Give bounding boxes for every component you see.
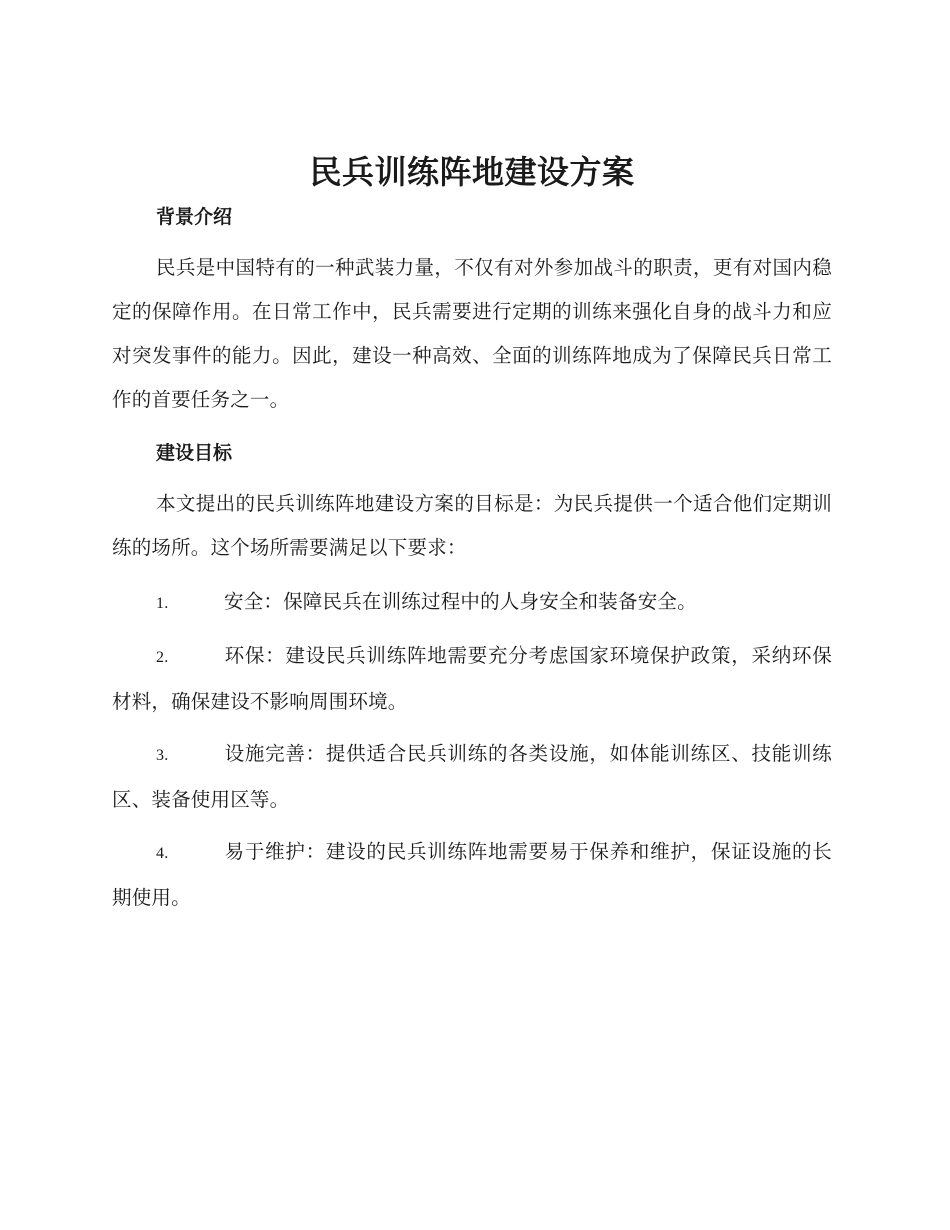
- list-item: [112, 830, 832, 920]
- section-heading-goals: 建设目标: [156, 442, 233, 464]
- list-item-number: 3.: [156, 747, 169, 764]
- list-item-number: 1.: [156, 595, 169, 612]
- list-item: [112, 580, 832, 626]
- list-item-text: 环保：建设民兵训练阵地需要充分考虑国家环境保护政策，采纳环保材料，确保建设不影响周围环境。: [112, 644, 832, 713]
- spacer: [112, 468, 832, 482]
- list-item-text: 设施完善：提供适合民兵训练的各类设施，如体能训练区、技能训练区、装备使用区等。: [112, 742, 832, 811]
- list-item-number: 4.: [156, 845, 169, 862]
- spacer: [112, 422, 832, 438]
- document-body: [112, 148, 832, 928]
- list-item: [112, 634, 832, 724]
- section-heading-background: 背景介绍: [156, 206, 233, 228]
- spacer: [112, 570, 832, 580]
- paragraph-goals-intro: 本文提出的民兵训练阵地建设方案的目标是：为民兵提供一个适合他们定期训练的场所。这个场所需要满足以下要求：: [112, 492, 832, 559]
- document-title: 民兵训练阵地建设方案: [309, 153, 635, 191]
- list-item-text: 安全：保障民兵在训练过程中的人身安全和装备安全。: [224, 590, 697, 613]
- list-item: [112, 732, 832, 822]
- list-item-number: 2.: [156, 649, 169, 666]
- spacer: [112, 232, 832, 246]
- requirements-list: [112, 580, 832, 920]
- paragraph-background: 民兵是中国特有的一种武装力量，不仅有对外参加战斗的职责，更有对国内稳定的保障作用。在日常工作中，民兵需要进行定期的训练来强化自身的战斗力和应对突发事件的能力。因此，建设一种高效、全面的训练阵地成为了保障民兵日常工作的首要任务之一。: [112, 256, 832, 411]
- list-item-text: 易于维护：建设的民兵训练阵地需要易于保养和维护，保证设施的长期使用。: [112, 840, 832, 909]
